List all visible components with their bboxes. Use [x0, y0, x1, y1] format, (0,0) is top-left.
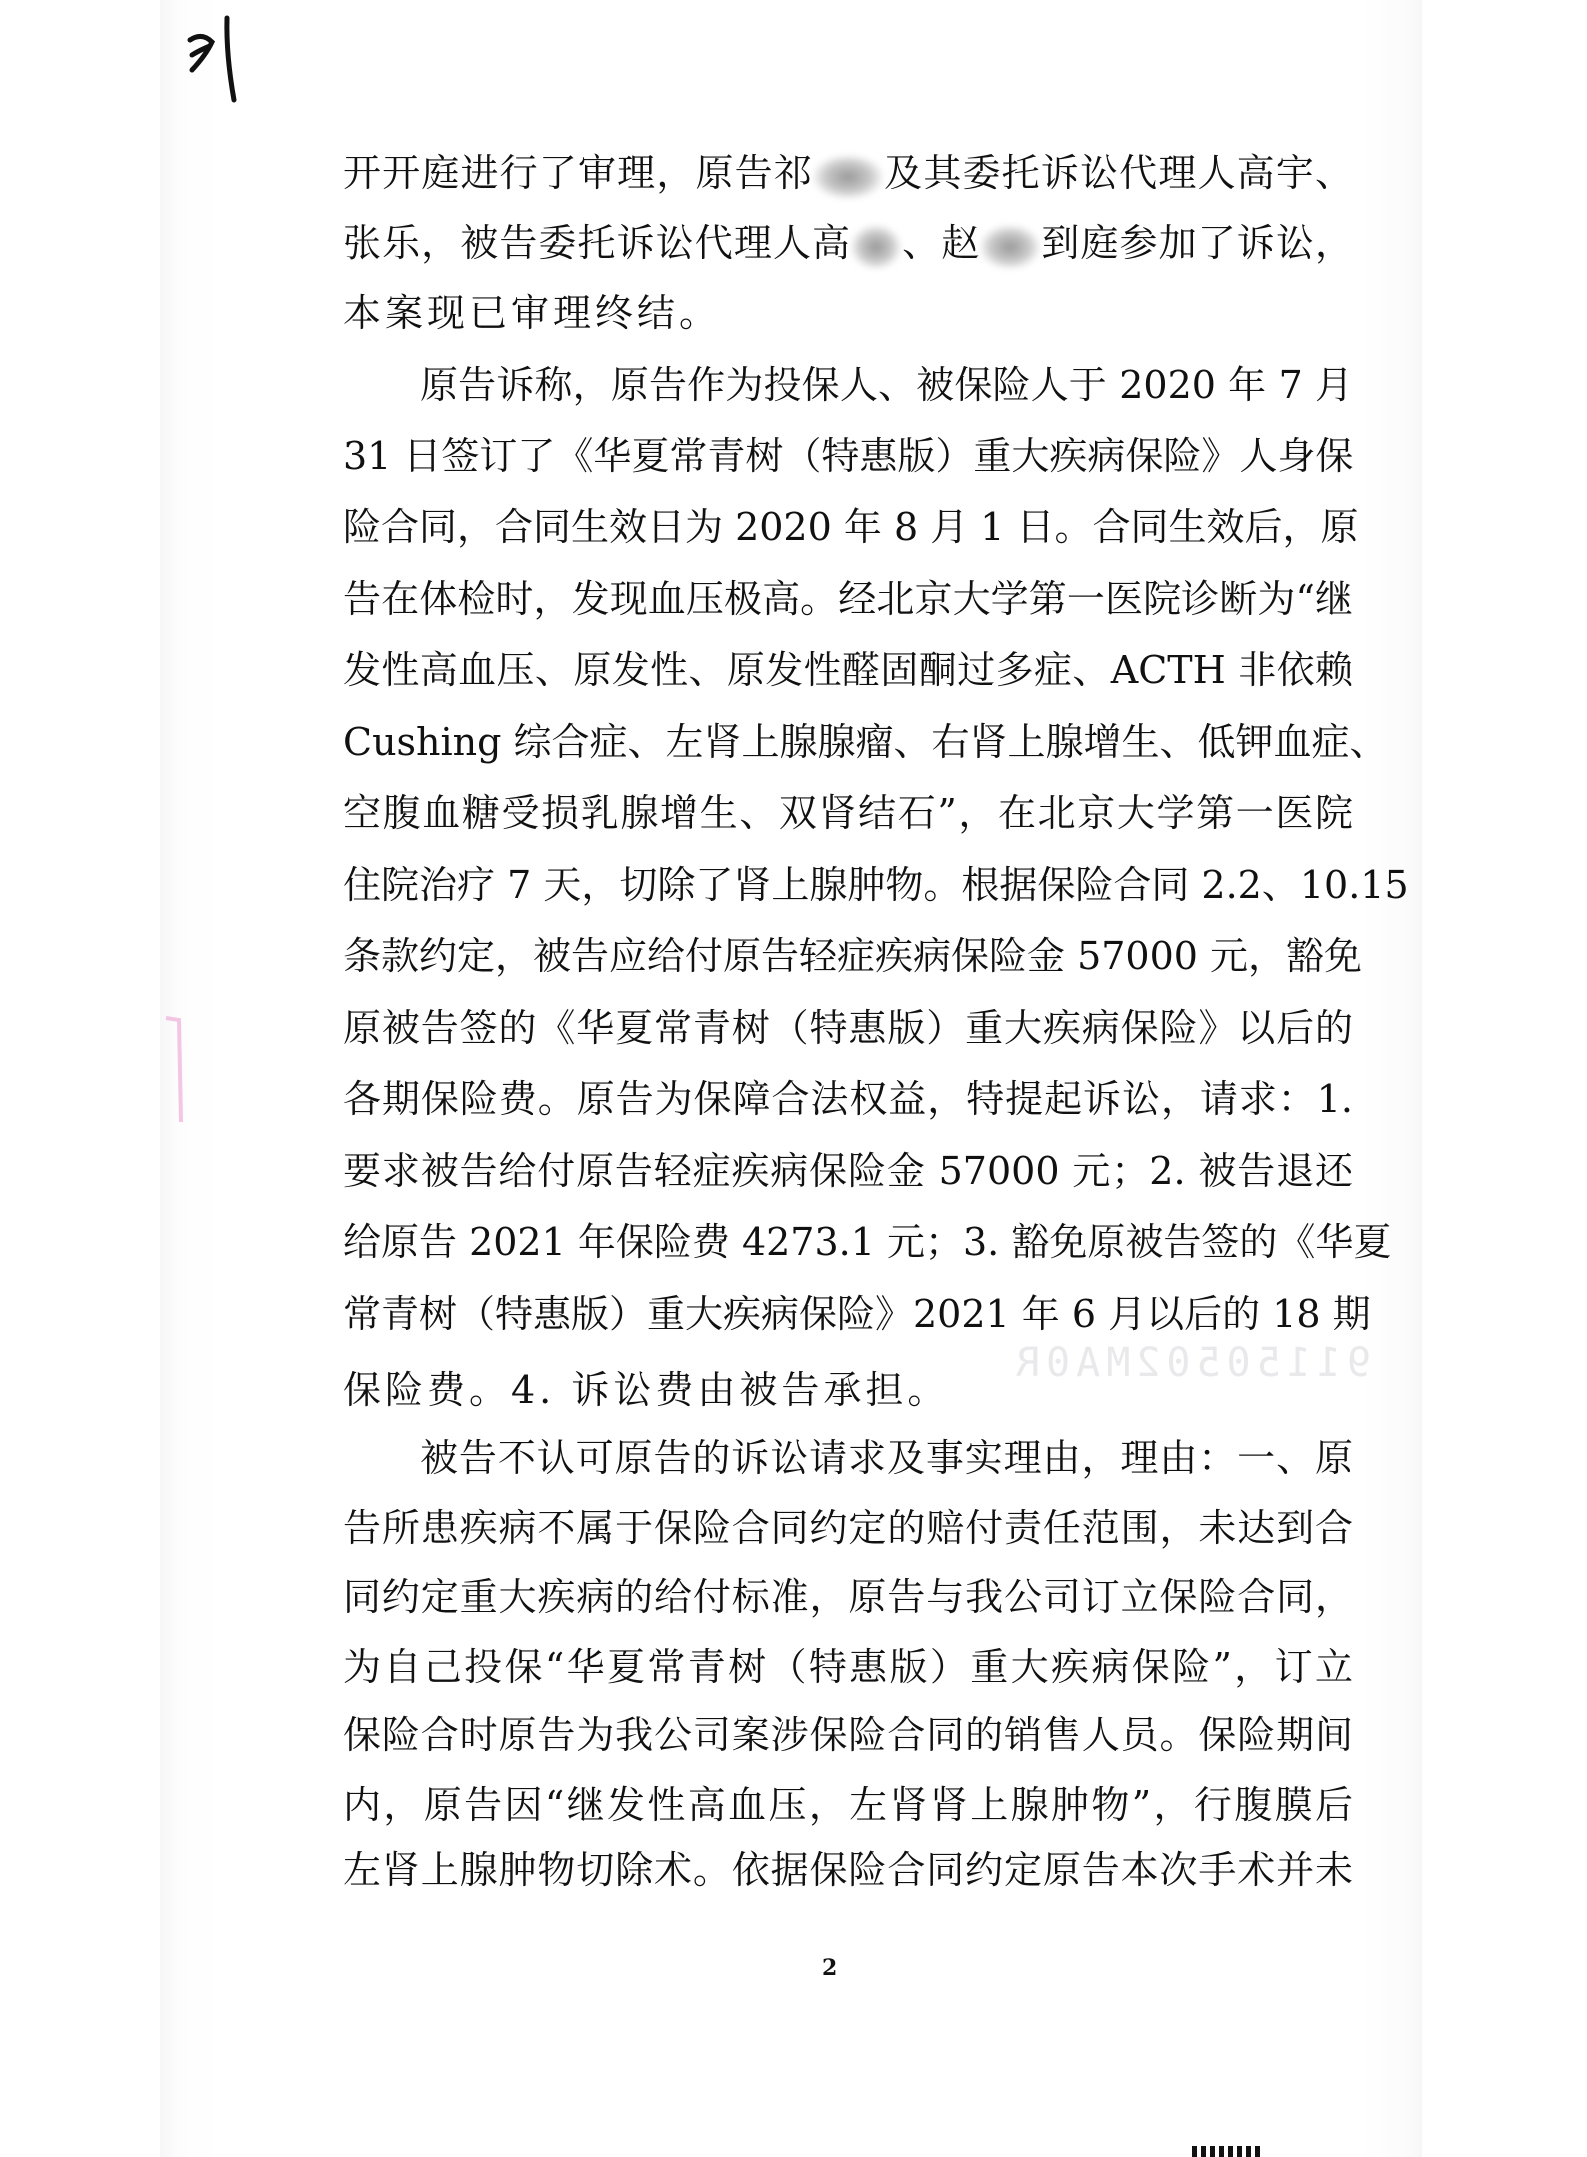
redacted-name: [813, 155, 883, 199]
text-line-23: 保险合时原告为我公司案涉保险合同的销售人员。保险期间: [343, 1713, 1353, 1757]
text-line-16: 给原告 2021 年保险费 4273.1 元；3. 豁免原被告签的《华夏: [343, 1220, 1392, 1264]
text-line-9: Cushing 综合症、左肾上腺腺瘤、右肾上腺增生、低钾血症、: [343, 720, 1388, 764]
text-line-6: 险合同，合同生效日为 2020 年 8 月 1 日。合同生效后，原: [343, 505, 1359, 549]
page-number: 2: [822, 1955, 838, 1981]
text-line-21: 同约定重大疾病的给付标准，原告与我公司订立保险合同，: [343, 1575, 1353, 1619]
text-line-4: 原告诉称，原告作为投保人、被保险人于 2020 年 7 月: [420, 363, 1353, 407]
redacted-name: [851, 225, 901, 269]
qr-code-icon: [1192, 2146, 1264, 2157]
text-line-20: 告所患疾病不属于保险合同约定的赔付责任范围，未达到合: [343, 1506, 1353, 1550]
text-line-25: 左肾上腺肿物切除术。依据保险合同约定原告本次手术并未: [343, 1848, 1353, 1892]
text-line-13: 原被告签的《华夏常青树（特惠版）重大疾病保险》以后的: [343, 1006, 1353, 1050]
stamp-bleed-mark: [163, 1012, 187, 1124]
text-line-2: 张乐，被告委托诉讼代理人高 、赵 到庭参加了诉讼，: [343, 213, 1353, 273]
text-line-7: 告在体检时，发现血压极高。经北京大学第一医院诊断为“继: [343, 577, 1353, 621]
redacted-name: [980, 225, 1040, 269]
text-line-24: 内，原告因“继发性高血压，左肾肾上腺肿物”，行腹膜后: [343, 1783, 1353, 1827]
text-line-17: 常青树（特惠版）重大疾病保险》2021 年 6 月以后的 18 期: [343, 1292, 1371, 1336]
text-line-8: 发性高血压、原发性、原发性醛固酮过多症、ACTH 非依赖: [343, 648, 1353, 692]
text-line-3: 本案现已审理终结。: [343, 291, 722, 335]
handwritten-mark-icon: [182, 10, 252, 105]
text-line-1: 开开庭进行了审理，原告祁 及其委托诉讼代理人高宇、: [343, 143, 1353, 203]
bleed-through-text: 91150502MA0R: [1010, 1340, 1371, 1386]
text-line-10: 空腹血糖受损乳腺增生、双肾结石”，在北京大学第一医院: [343, 791, 1353, 835]
text-line-19: 被告不认可原告的诉讼请求及事实理由，理由：一、原: [420, 1436, 1353, 1480]
text-line-14: 各期保险费。原告为保障合法权益，特提起诉讼，请求：1.: [343, 1077, 1353, 1121]
text-line-11: 住院治疗 7 天，切除了肾上腺肿物。根据保险合同 2.2、10.15: [343, 863, 1409, 907]
text-line-12: 条款约定，被告应给付原告轻症疾病保险金 57000 元，豁免: [343, 934, 1363, 978]
text-line-18: 保险费。4. 诉讼费由被告承担。: [343, 1368, 950, 1412]
text-line-22: 为自己投保“华夏常青树（特惠版）重大疾病保险”，订立: [343, 1645, 1353, 1689]
text-line-15: 要求被告给付原告轻症疾病保险金 57000 元；2. 被告退还: [343, 1149, 1353, 1193]
text-line-5: 31 日签订了《华夏常青树（特惠版）重大疾病保险》人身保: [343, 434, 1354, 478]
